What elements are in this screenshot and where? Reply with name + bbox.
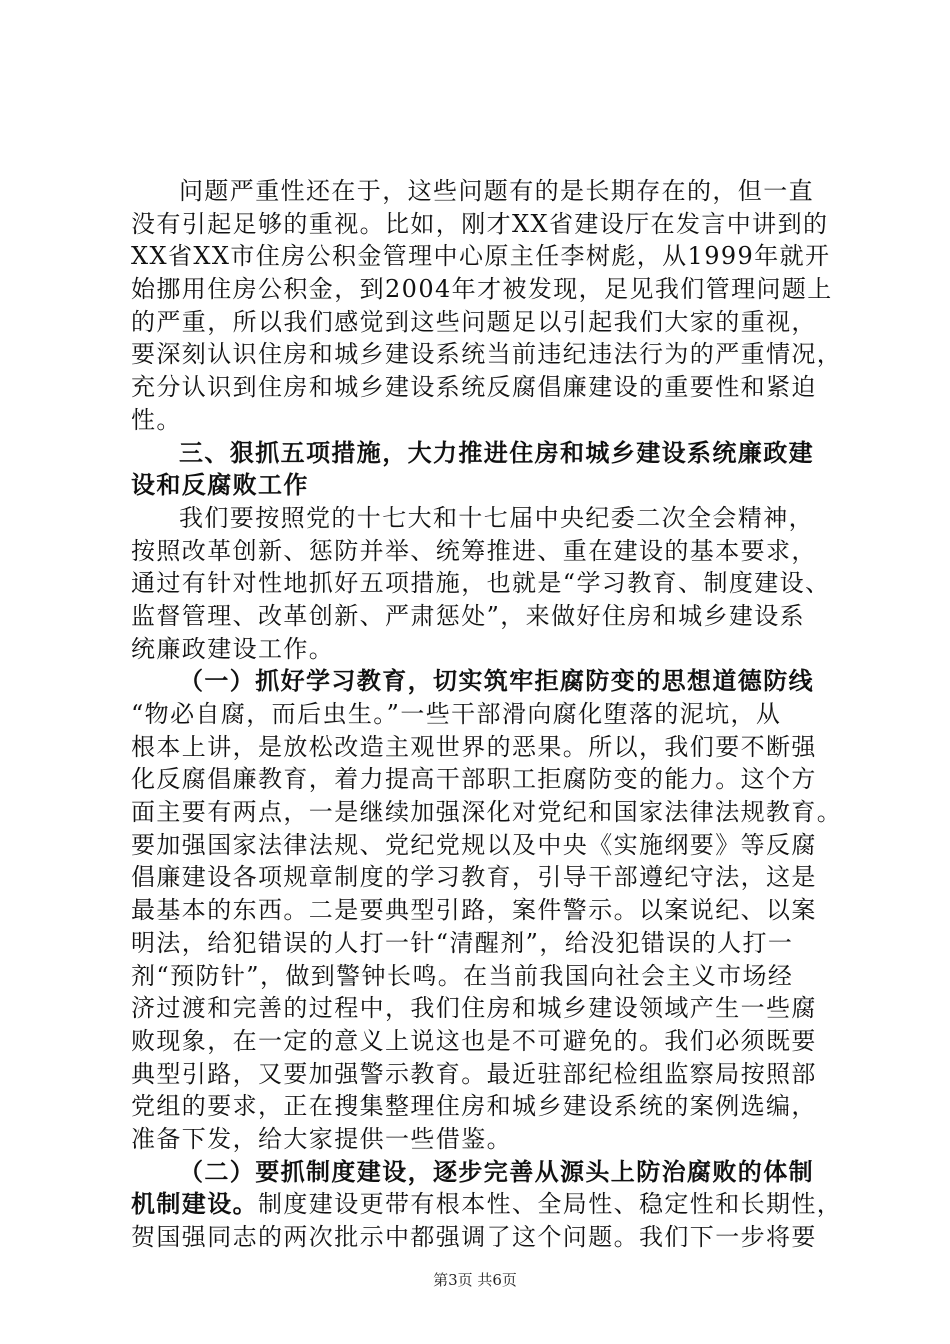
text-line: 三、狠抓五项措施，大力推进住房和城乡建设系统廉政建 [179,437,814,467]
text-line: 要深刻认识住房和城乡建设系统当前违纪违法行为的严重情况， [131,340,843,369]
normal-text-segment: 制度建设更带有根本性、全局性、稳定性和长期性， [258,1190,843,1219]
text-line: 设和反腐败工作 [131,470,309,500]
text-line: 充分认识到住房和城乡建设系统反腐倡廉建设的重要性和紧迫 [131,373,817,402]
text-line: 问题严重性还在于，这些问题有的是长期存在的，但一直 [179,177,814,205]
paragraph-lines [131,175,843,1188]
text-line: 统廉政建设工作。 [131,634,335,663]
text-line: 剂“预防针”，做到警钟长鸣。在当前我国向社会主义市场经 [131,961,794,990]
text-line-mixed [131,1188,843,1221]
text-line: 通过有针对性地抓好五项措施，也就是“学习教育、制度建设、 [131,569,831,598]
text-line: 监督管理、改革创新、严肃惩处”，来做好住房和城乡建设系 [131,601,806,630]
document-body [131,175,843,1254]
text-line: 始挪用住房公积金，到2004年才被发现，足见我们管理问题上 [131,275,833,304]
page-footer: 第3页 共6页 [433,1271,517,1289]
text-line: 要加强国家法律法规、党纪党规以及中央《实施纲要》等反腐 [131,830,817,859]
text-line: 倡廉建设各项规章制度的学习教育，引导干部遵纪守法，这是 [131,863,817,892]
text-line: 最基本的东西。二是要典型引路，案件警示。以案说纪、以案 [131,896,817,925]
text-line: “物必自腐，而后虫生。”一些干部滑向腐化堕落的泥坑，从 [131,700,782,728]
text-line: 败现象，在一定的意义上说这也是不可避免的。我们必须既要 [131,1026,817,1055]
text-line: 化反腐倡廉教育，着力提高干部职工拒腐防变的能力。这个方 [131,765,817,794]
text-line: 面主要有两点，一是继续加强深化对党纪和国家法律法规教育。 [131,798,843,827]
text-line: 贺国强同志的两次批示中都强调了这个问题。我们下一步将要 [131,1223,817,1251]
text-line: 的严重，所以我们感觉到这些问题足以引起我们大家的重视， [131,307,817,336]
text-line: 没有引起足够的重视。比如，刚才XX省建设厅在发言中讲到的 [131,209,829,238]
text-line: （一）抓好学习教育，切实筑牢拒腐防变的思想道德防线 [179,666,814,696]
bold-text-segment: 机制建设。 [131,1189,258,1219]
text-line: （二）要抓制度建设，逐步完善从源头上防治腐败的体制 [179,1156,814,1186]
text-line: 我们要按照党的十七大和十七届中央纪委二次全会精神， [179,503,814,532]
text-line: 根本上讲，是放松改造主观世界的恶果。所以，我们要不断强 [131,732,817,761]
text-line: 明法，给犯错误的人打一针“清醒剂”，给没犯错误的人打一 [131,928,794,957]
text-line: 党组的要求，正在搜集整理住房和城乡建设系统的案例选编， [131,1092,817,1121]
text-line: 按照改革创新、惩防并举、统筹推进、重在建设的基本要求， [131,536,817,565]
text-line: 济过渡和完善的过程中，我们住房和城乡建设领域产生一些腐 [131,994,817,1023]
text-line: 典型引路，又要加强警示教育。最近驻部纪检组监察局按照部 [131,1059,817,1088]
text-line: 准备下发，给大家提供一些借鉴。 [131,1124,512,1153]
paragraph-tail-lines [131,1221,843,1254]
text-line: 性。 [131,405,182,434]
text-line: XX省XX市住房公积金管理中心原主任李树彪，从1999年就开 [131,242,831,271]
